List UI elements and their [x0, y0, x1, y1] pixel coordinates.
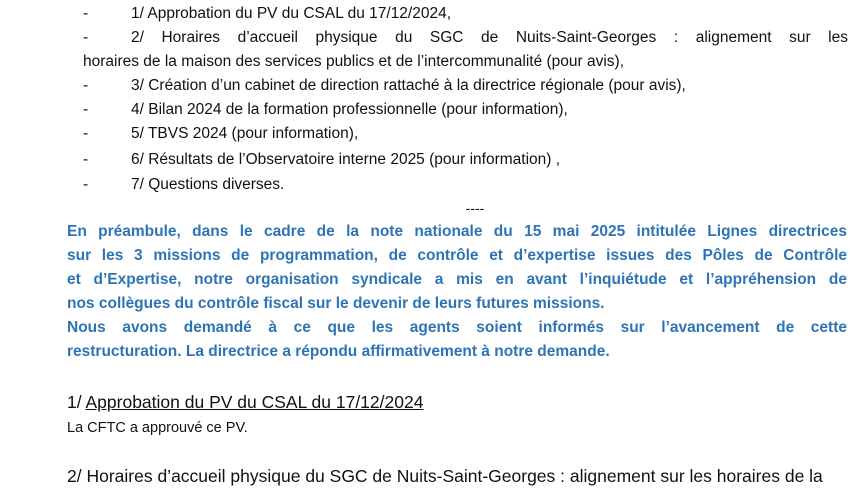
bullet-dash: - — [83, 29, 89, 46]
agenda-item-text: 6/ Résultats de l’Observatoire interne 2025 (pour information) , — [131, 151, 561, 168]
preamble-line: Nous avons demandé à ce que les agents soient informés sur l’avancement de cette — [67, 319, 847, 336]
preamble-line: et d’Expertise, notre organisation syndicale a mis en avant l’inquiétude et l’appréhension de — [67, 271, 847, 288]
agenda-item-text: 4/ Bilan 2024 de la formation professionnelle (pour information), — [131, 101, 568, 118]
preamble-line: restructuration. La directrice a répondu affirmativement à notre demande. — [67, 343, 610, 360]
section-2-heading: 2/ Horaires d’accueil physique du SGC de Nuits-Saint-Georges : alignement sur les horaires de la — [67, 466, 823, 486]
agenda-item-3 — [0, 74, 850, 98]
section-title: Approbation du PV du CSAL du 17/12/2024 — [85, 392, 424, 412]
agenda-item-6 — [0, 148, 850, 172]
agenda-item-4 — [0, 98, 850, 122]
agenda-item-1 — [0, 2, 850, 26]
preamble-paragraph — [67, 220, 847, 364]
agenda-item-text: 1/ Approbation du PV du CSAL du 17/12/2024, — [131, 5, 452, 22]
agenda-item-text: 5/ TBVS 2024 (pour information), — [131, 125, 359, 142]
section-1-body: La CFTC a approuvé ce PV. — [67, 420, 248, 436]
agenda-item-2-continuation — [0, 50, 850, 74]
bullet-dash: - — [83, 5, 89, 22]
preamble-line: sur les 3 missions de programmation, de contrôle et d’expertise issues des Pôles de Contrôle — [67, 247, 847, 264]
bullet-dash: - — [83, 77, 89, 94]
agenda-item-2 — [0, 26, 850, 50]
agenda-item-text: 2/ Horaires d’accueil physique du SGC de Nuits-Saint-Georges : alignement sur les — [131, 29, 848, 46]
bullet-dash: - — [83, 151, 89, 168]
bullet-dash: - — [83, 176, 89, 193]
agenda-item-7 — [0, 173, 850, 197]
preamble-line: nos collègues du contrôle fiscal sur le devenir de leurs futures missions. — [67, 295, 605, 312]
preamble-line: En préambule, dans le cadre de la note nationale du 15 mai 2025 intitulée Lignes directrices — [67, 223, 847, 240]
section-number: 1/ — [67, 392, 86, 412]
bullet-dash: - — [83, 125, 89, 142]
agenda-item-text: horaires de la maison des services publics et de l’intercommunalité (pour avis), — [83, 53, 625, 70]
agenda-item-text: 3/ Création d’un cabinet de direction rattaché à la directrice régionale (pour avis), — [131, 77, 686, 94]
section-1-heading — [67, 390, 423, 414]
agenda-item-text: 7/ Questions diverses. — [131, 176, 285, 193]
agenda-item-5 — [0, 122, 850, 146]
section-separator: ---- — [465, 200, 485, 216]
bullet-dash: - — [83, 101, 89, 118]
